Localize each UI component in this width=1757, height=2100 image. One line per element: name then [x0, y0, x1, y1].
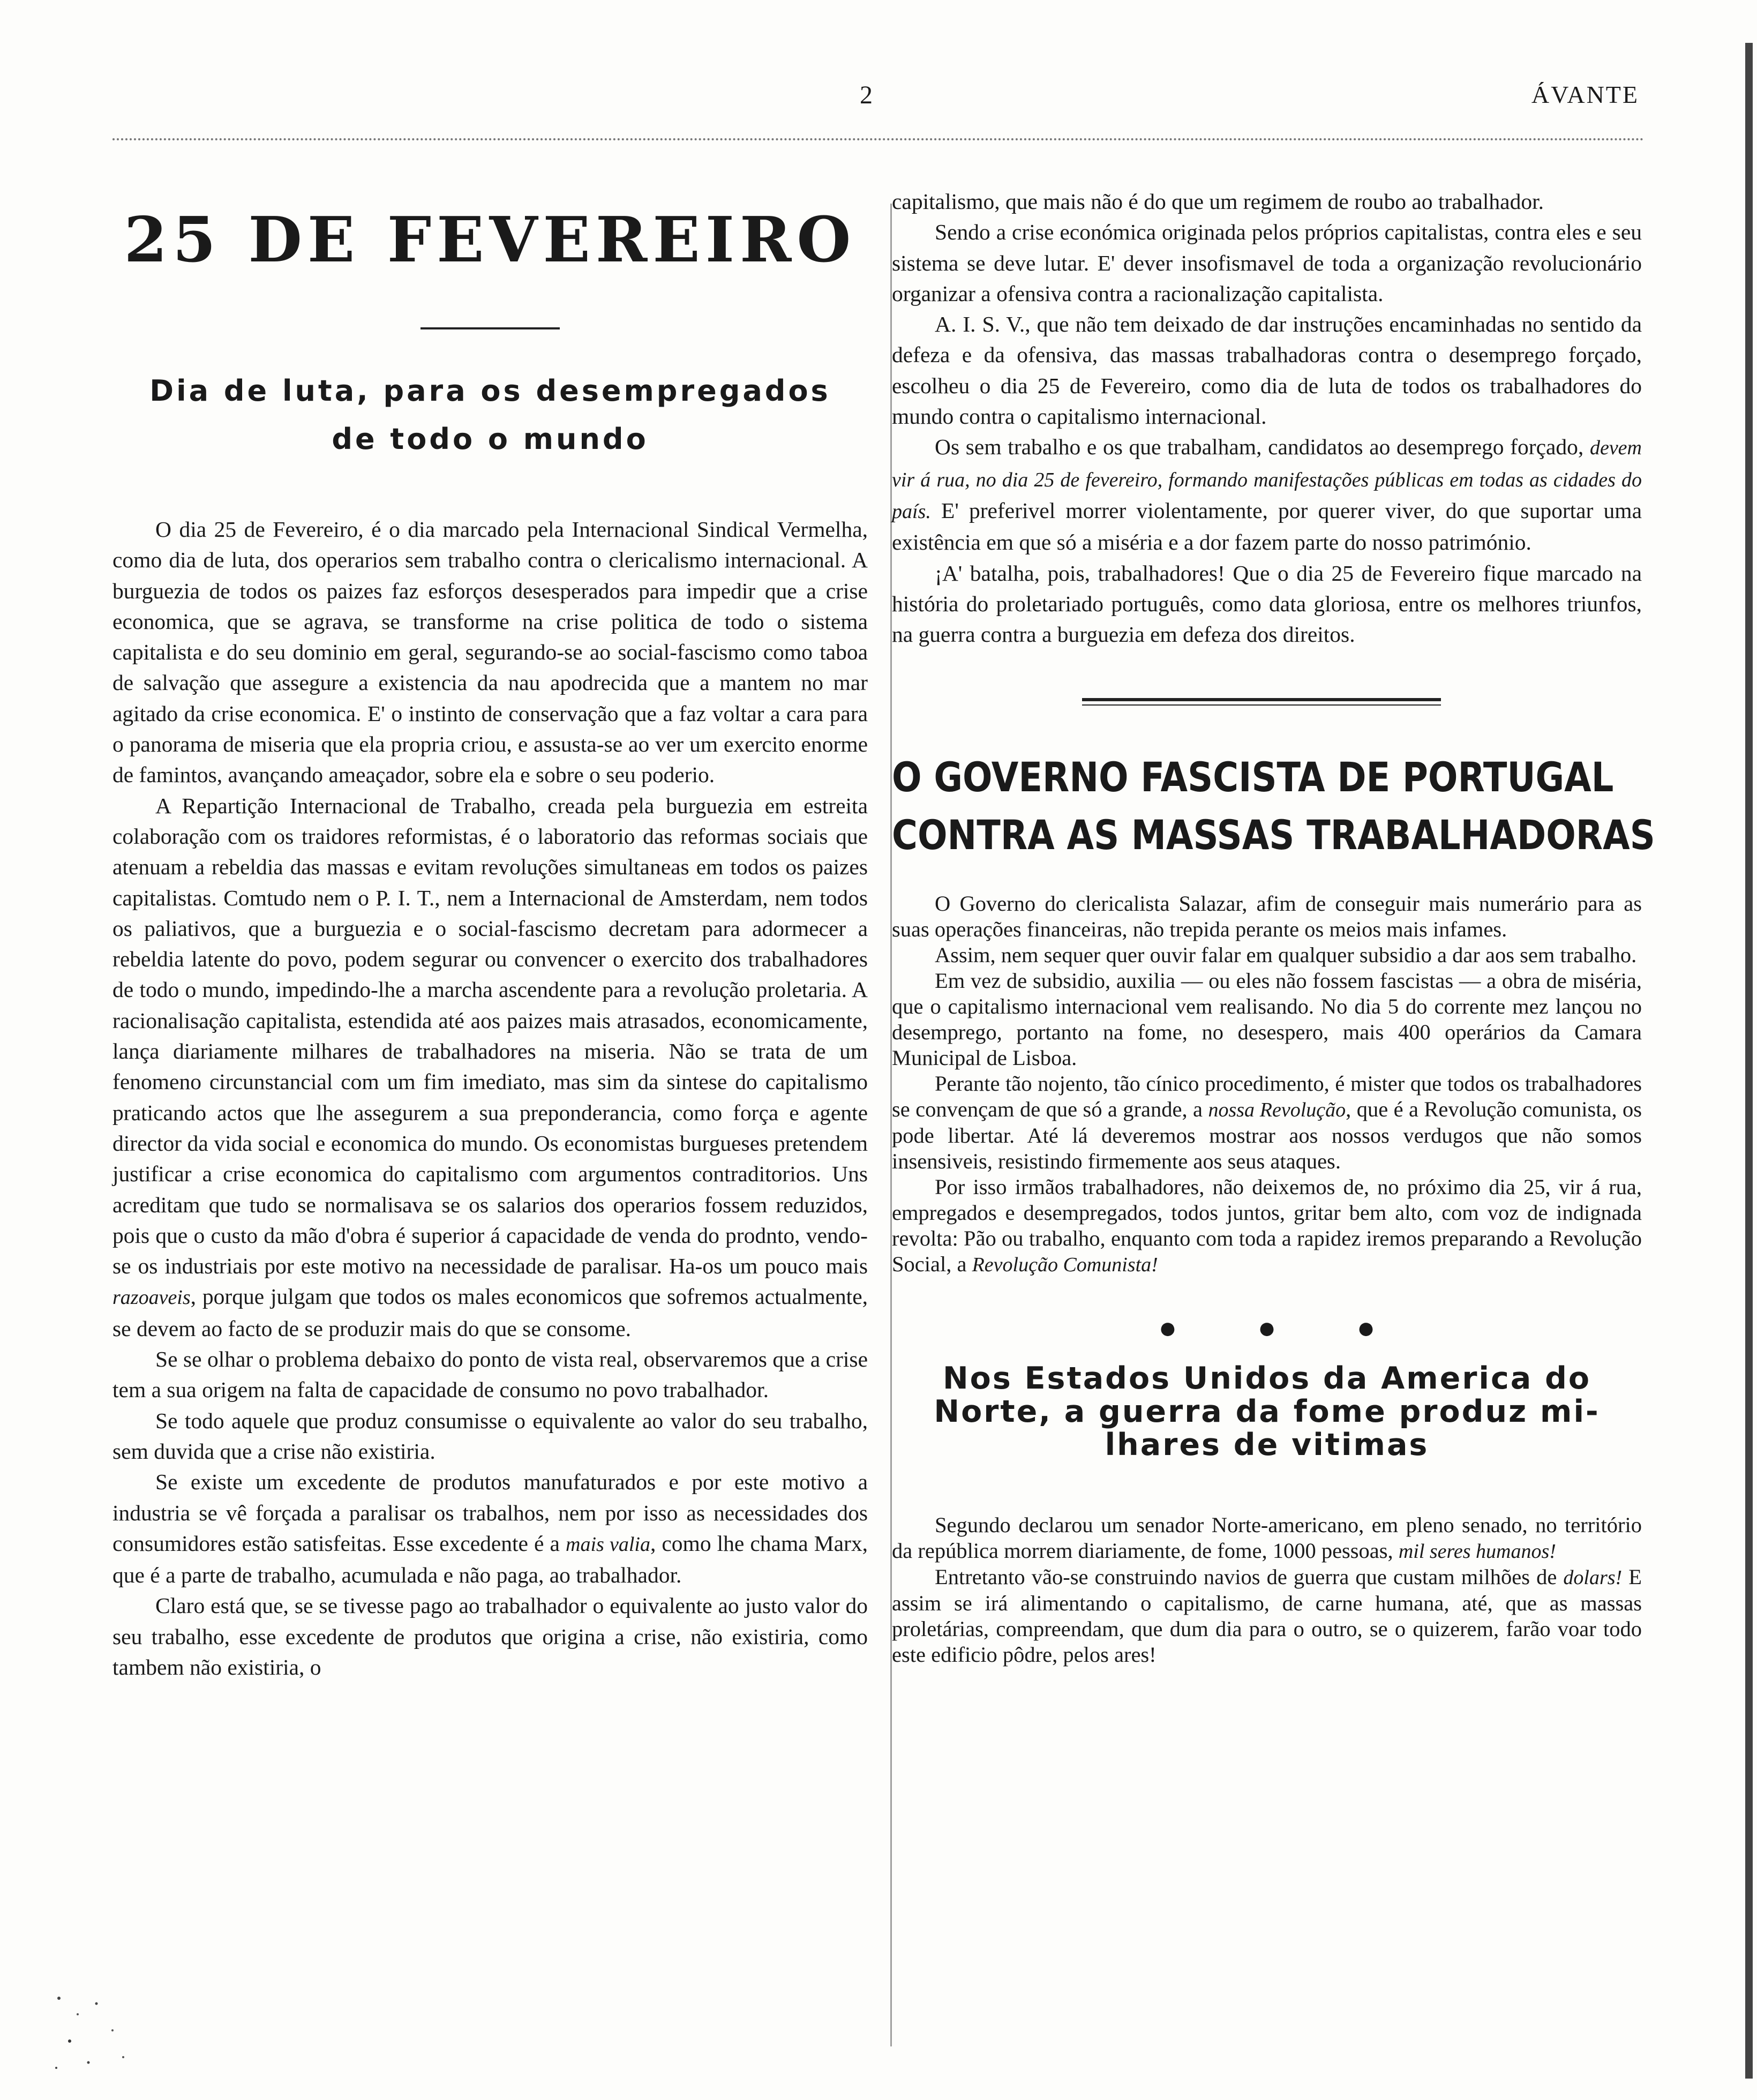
- italic-emphasis: Revolução Comunista!: [972, 1254, 1158, 1277]
- section-rule-thick: [1082, 698, 1441, 701]
- headline-line-1: O GOVERNO FASCISTA DE PORTUGAL: [892, 753, 1614, 801]
- article-paragraph: [112, 791, 868, 1344]
- paragraph-text: A Repartição Internacional de Trabalho, creada pela burguezia em estreita colaboração com os traidores reformistas, é o laboratorio das reformas sociais que atenuam a rebeldia das massas e evitam revoluções simultaneas em todos os paizes capitalistas. Comtudo nem o P. I. T., nem a Internacional de Amsterdam, nem todos os paliativos, que a burguezia e o social-fascismo decretam para adormecer a rebeldia latente do povo, podem segurar ou convencer o exercito dos trabalhadores de todo o mundo, impedindo-lhe a marcha ascendente para a revolução proletaria. A racionalisação capitalista, estendida até aos paizes mais atrasados, economicamente, lança diariamente milhares de trabalhadores na miseria. Não se trata de um fenomeno circunstancial com um fim imediato, mas sim da sintese do capitalismo praticando actos que lhe assegurem a sua preponderancia, como força e agente director da vida social e economica do mundo. Os economistas burgueses pretendem justificar a crise economica do capitalismo com argumentos contraditorios. Uns acreditam que tudo se normalisava se os salarios dos operarios fossem reduzidos, pois que o custo da mão d'obra é superior á capacidade de venda do prodnto, vendo-se os industriais por este motivo na necessidade de paralisar. Ha-os um pouco mais: [112, 793, 868, 1279]
- article-paragraph: [892, 432, 1642, 558]
- ornament-dot: ●: [1356, 1310, 1376, 1346]
- section-rule-thin: [1082, 704, 1441, 706]
- paragraph-text: Segundo declarou um senador Norte-americano, em pleno senado, no território da república morrem diariamente, de fome, 1000 pessoas,: [892, 1513, 1642, 1563]
- paragraph-text: Por isso irmãos trabalhadores, não deixemos de, no próximo dia 25, vir á rua, empregados e desempregados, todos juntos, gritar bem alto, com voz de indignada revolta: Pão ou trabalho, enquanto com toda a rapidez iremos preparando a Revolução Social, a: [892, 1175, 1642, 1277]
- italic-emphasis: dolars!: [1563, 1566, 1623, 1589]
- paragraph-text: Se existe um excedente de produtos manufaturados e por este motivo a industria se vê forçada a paralisar os trabalhos, nem por isso as necessidades dos consumidores estão satisfeitas. Esse excedente é a: [112, 1469, 868, 1556]
- headline-rule: [421, 327, 560, 329]
- newspaper-name: ÁVANTE: [1531, 81, 1639, 108]
- article-paragraph: ¡A' batalha, pois, trabalhadores! Que o dia 25 de Fevereiro fique marcado na história do proletariado português, como data gloriosa, entre os melhores triunfos, na guerra contra a burguezia em defeza dos direitos.: [892, 560, 1642, 647]
- article-body-governo: [892, 891, 1642, 1278]
- article-paragraph: [892, 1512, 1642, 1564]
- paragraph-text: Perante tão nojento, tão cínico procedimento, é mister que todos os trabalhadores se convençam de que só a grande, a: [892, 1071, 1642, 1122]
- article-paragraph: Sendo a crise económica originada pelos próprios capitalistas, contra eles e seu sistema se deve lutar. E' dever insofismavel de toda a organização revolucionário organizar a ofensiva contra a racionalização capitalista.: [892, 220, 1642, 306]
- italic-emphasis: mais valia: [566, 1533, 650, 1556]
- paragraph-text: E' preferivel morrer violentamente, por querer viver, do que suportar uma existência em que só a miséria e a dor fazem parte do nosso património.: [892, 498, 1642, 555]
- headline-line-2: Norte, a guerra da fome produz mi-: [934, 1394, 1600, 1430]
- paragraph-text: , que é a Revolução comunista, os pode libertar. Até lá deveremos mostrar aos nossos verdugos que não somos insensiveis, resistindo firmemente aos seus ataques.: [892, 1097, 1642, 1174]
- article-paragraph: Se todo aquele que produz consumisse o equivalente ao valor do seu trabalho, sem duvida que a crise não existiria.: [112, 1408, 868, 1464]
- subheadline: [112, 367, 868, 463]
- headline-line-2: CONTRA AS MASSAS TRABALHADORAS: [892, 811, 1655, 859]
- page-edge-shadow: [1745, 43, 1753, 2079]
- headline-governo-fascista: [892, 748, 1655, 864]
- article-paragraph: capitalismo, que mais não é do que um regimem de roubo ao trabalhador.: [892, 189, 1544, 214]
- paragraph-text: , porque julgam que todos os males economicos que sofremos actualmente, se devem ao facto de se produzir mais do que se consome.: [112, 1284, 868, 1341]
- article-body-estados-unidos: [892, 1512, 1642, 1668]
- right-column: [892, 182, 1655, 1668]
- article-paragraph: [892, 1564, 1642, 1668]
- article-paragraph: [892, 1071, 1642, 1174]
- article-paragraph: [112, 1467, 868, 1591]
- headline-estados-unidos: [892, 1362, 1642, 1461]
- paragraph-text: , como lhe chama Marx, que é a parte de trabalho, acumulada e não paga, ao trabalhador.: [112, 1531, 868, 1588]
- italic-emphasis: mil seres humanos!: [1398, 1540, 1556, 1563]
- italic-emphasis: nossa Revolução: [1208, 1099, 1346, 1122]
- page-number: 2: [860, 81, 873, 109]
- left-column: [112, 182, 868, 1683]
- paragraph-text: Os sem trabalho e os que trabalham, candidatos ao desemprego forçado,: [935, 434, 1584, 460]
- article-paragraph: O Governo do clericalista Salazar, afim de conseguir mais numerário para as suas operações financeiras, não trepida perante os meios mais infames.: [892, 891, 1642, 942]
- subheadline-line-2: de todo o mundo: [332, 422, 649, 456]
- print-specks: [48, 1982, 134, 2079]
- article-paragraph: O dia 25 de Fevereiro, é o dia marcado pela Internacional Sindical Vermelha, como dia de luta, dos operarios sem trabalho contra o clericalismo internacional. A burguezia de todos os paizes faz esforços desesperados para impedir que a crise economica, que se agrava, se transforme na crise politica de todo o sistema capitalista e do seu dominio em geral, segurando-se ao social-fascismo como taboa de salvação que assegure a existencia da nau apodrecida que a mantem no mar agitado da crise economica. E' o instinto de conservação que a faz voltar a cara para o panorama de miseria que ela propria criou, e assusta-se ao ver um exercito enorme de famintos, avançando ameaçador, sobre ela e sobre o seu poderio.: [112, 517, 868, 788]
- ornament-dot: ●: [1158, 1310, 1177, 1346]
- article-paragraph: Assim, nem sequer quer ouvir falar em qualquer subsidio a dar aos sem trabalho.: [935, 943, 1637, 968]
- article-body-25-fevereiro: [112, 514, 868, 1683]
- headline-25-fevereiro: 25 DE FEVEREIRO: [124, 204, 857, 276]
- article-paragraph: Em vez de subsidio, auxilia — ou eles não fossem fascistas — a obra de miséria, que o capitalismo internacional vem realisando. No dia 5 do corrente mez lançou no desemprego, portanto na fome, no desespero, mais 400 operários da Camara Municipal de Lisboa.: [892, 969, 1642, 1070]
- ornament-dot: ●: [1257, 1310, 1277, 1346]
- paragraph-text: E assim se irá alimentando o capitalismo, de carne humana, até, que as massas proletárias, compreendam, que dum dia para o outro, se o quizerem, farão voar todo este edificio pôdre, pelos ares!: [892, 1565, 1642, 1667]
- headline-line-1: Nos Estados Unidos da America do: [942, 1361, 1591, 1397]
- headline-line-3: lhares de vitimas: [1105, 1427, 1429, 1463]
- italic-emphasis: devem vir á rua, no dia 25 de fevereiro, formando manifestações públicas em todas as cidades do país.: [892, 437, 1642, 523]
- article-paragraph: [892, 1174, 1642, 1278]
- article-paragraph: Se se olhar o problema debaixo do ponto de vista real, observaremos que a crise tem a sua origem na falta de capacidade de consumo no povo trabalhador.: [112, 1347, 868, 1402]
- article-paragraph: Claro está que, se se tivesse pago ao trabalhador o equivalente ao justo valor do seu trabalho, esse excedente de produtos que origina a crise, não existiria, como tambem não existiria, o: [112, 1593, 868, 1679]
- italic-emphasis: razoaveis: [112, 1286, 191, 1309]
- article-continuation: [892, 186, 1642, 650]
- header-divider: [112, 138, 1645, 140]
- article-paragraph: A. I. S. V., que não tem deixado de dar instruções encaminhadas no sentido da defeza e da ofensiva, das massas trabalhadoras contra o desemprego forçado, escolheu o dia 25 de Fevereiro, como dia de luta de todos os trabalhadores do mundo contra o capitalismo internacional.: [892, 312, 1642, 429]
- paragraph-text: Entretanto vão-se construindo navios de guerra que custam milhões de: [935, 1565, 1557, 1589]
- ornament-divider: [892, 1310, 1642, 1346]
- subheadline-line-1: Dia de luta, para os desempregados: [149, 374, 831, 408]
